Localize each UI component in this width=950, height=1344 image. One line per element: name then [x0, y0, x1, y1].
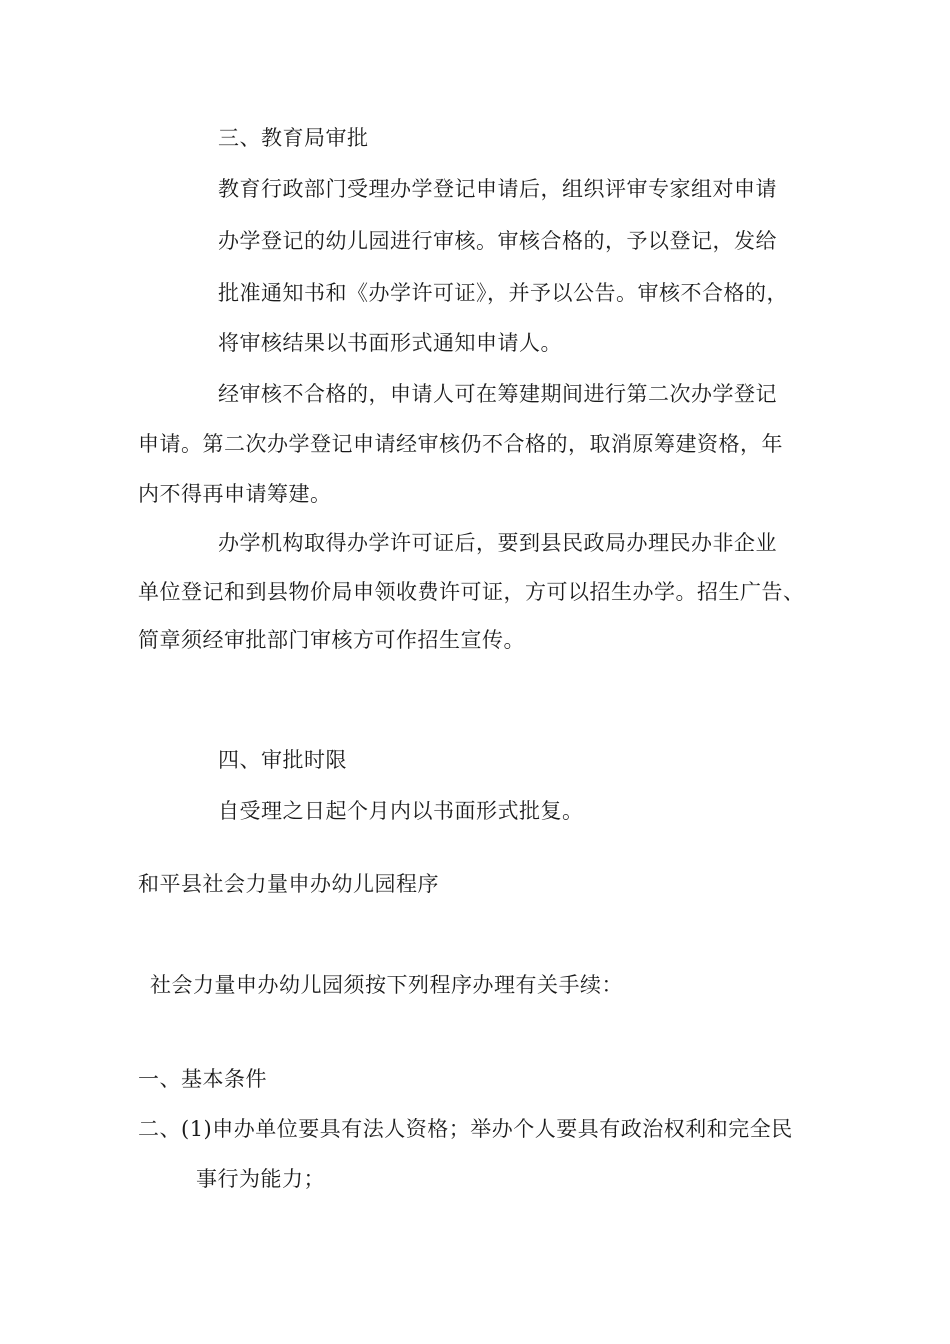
list-item-line: 事行为能力； — [196, 1167, 325, 1191]
paragraph-line: 办学登记的幼儿园进行审核。审核合格的，予以登记，发给 — [218, 229, 777, 253]
paragraph-line: 批准通知书和《办学许可证》，并予以公告。审核不合格的， — [218, 281, 788, 305]
paragraph-line: 将审核结果以书面形式通知申请人。 — [218, 331, 562, 355]
paragraph-line: 经审核不合格的，申请人可在筹建期间进行第二次办学登记 — [218, 382, 777, 406]
section-heading-3: 三、教育局审批 — [218, 126, 369, 150]
paragraph-line: 自受理之日起个月内以书面形式批复。 — [218, 799, 584, 823]
paragraph-line: 办学机构取得办学许可证后，要到县民政局办理民办非企业 — [218, 531, 777, 555]
paragraph-line: 简章须经审批部门审核方可作招生宣传。 — [138, 628, 525, 652]
paragraph-line: 社会力量申办幼儿园须按下列程序办理有关手续： — [150, 973, 623, 997]
section-heading-1: 一、基本条件 — [138, 1067, 267, 1091]
section-heading-4: 四、审批时限 — [218, 748, 347, 772]
paragraph-line: 教育行政部门受理办学登记申请后，组织评审专家组对申请 — [218, 177, 777, 201]
list-item-line: 二、(1)申办单位要具有法人资格；举办个人要具有政治权利和完全民 — [138, 1117, 793, 1141]
paragraph-line: 内不得再申请筹建。 — [138, 482, 332, 506]
paragraph-line: 单位登记和到县物价局申领收费许可证，方可以招生办学。招生广告、 — [138, 580, 805, 604]
paragraph-line: 申请。第二次办学登记申请经审核仍不合格的，取消原筹建资格，年 — [138, 432, 783, 456]
document-title: 和平县社会力量申办幼儿园程序 — [138, 872, 439, 896]
